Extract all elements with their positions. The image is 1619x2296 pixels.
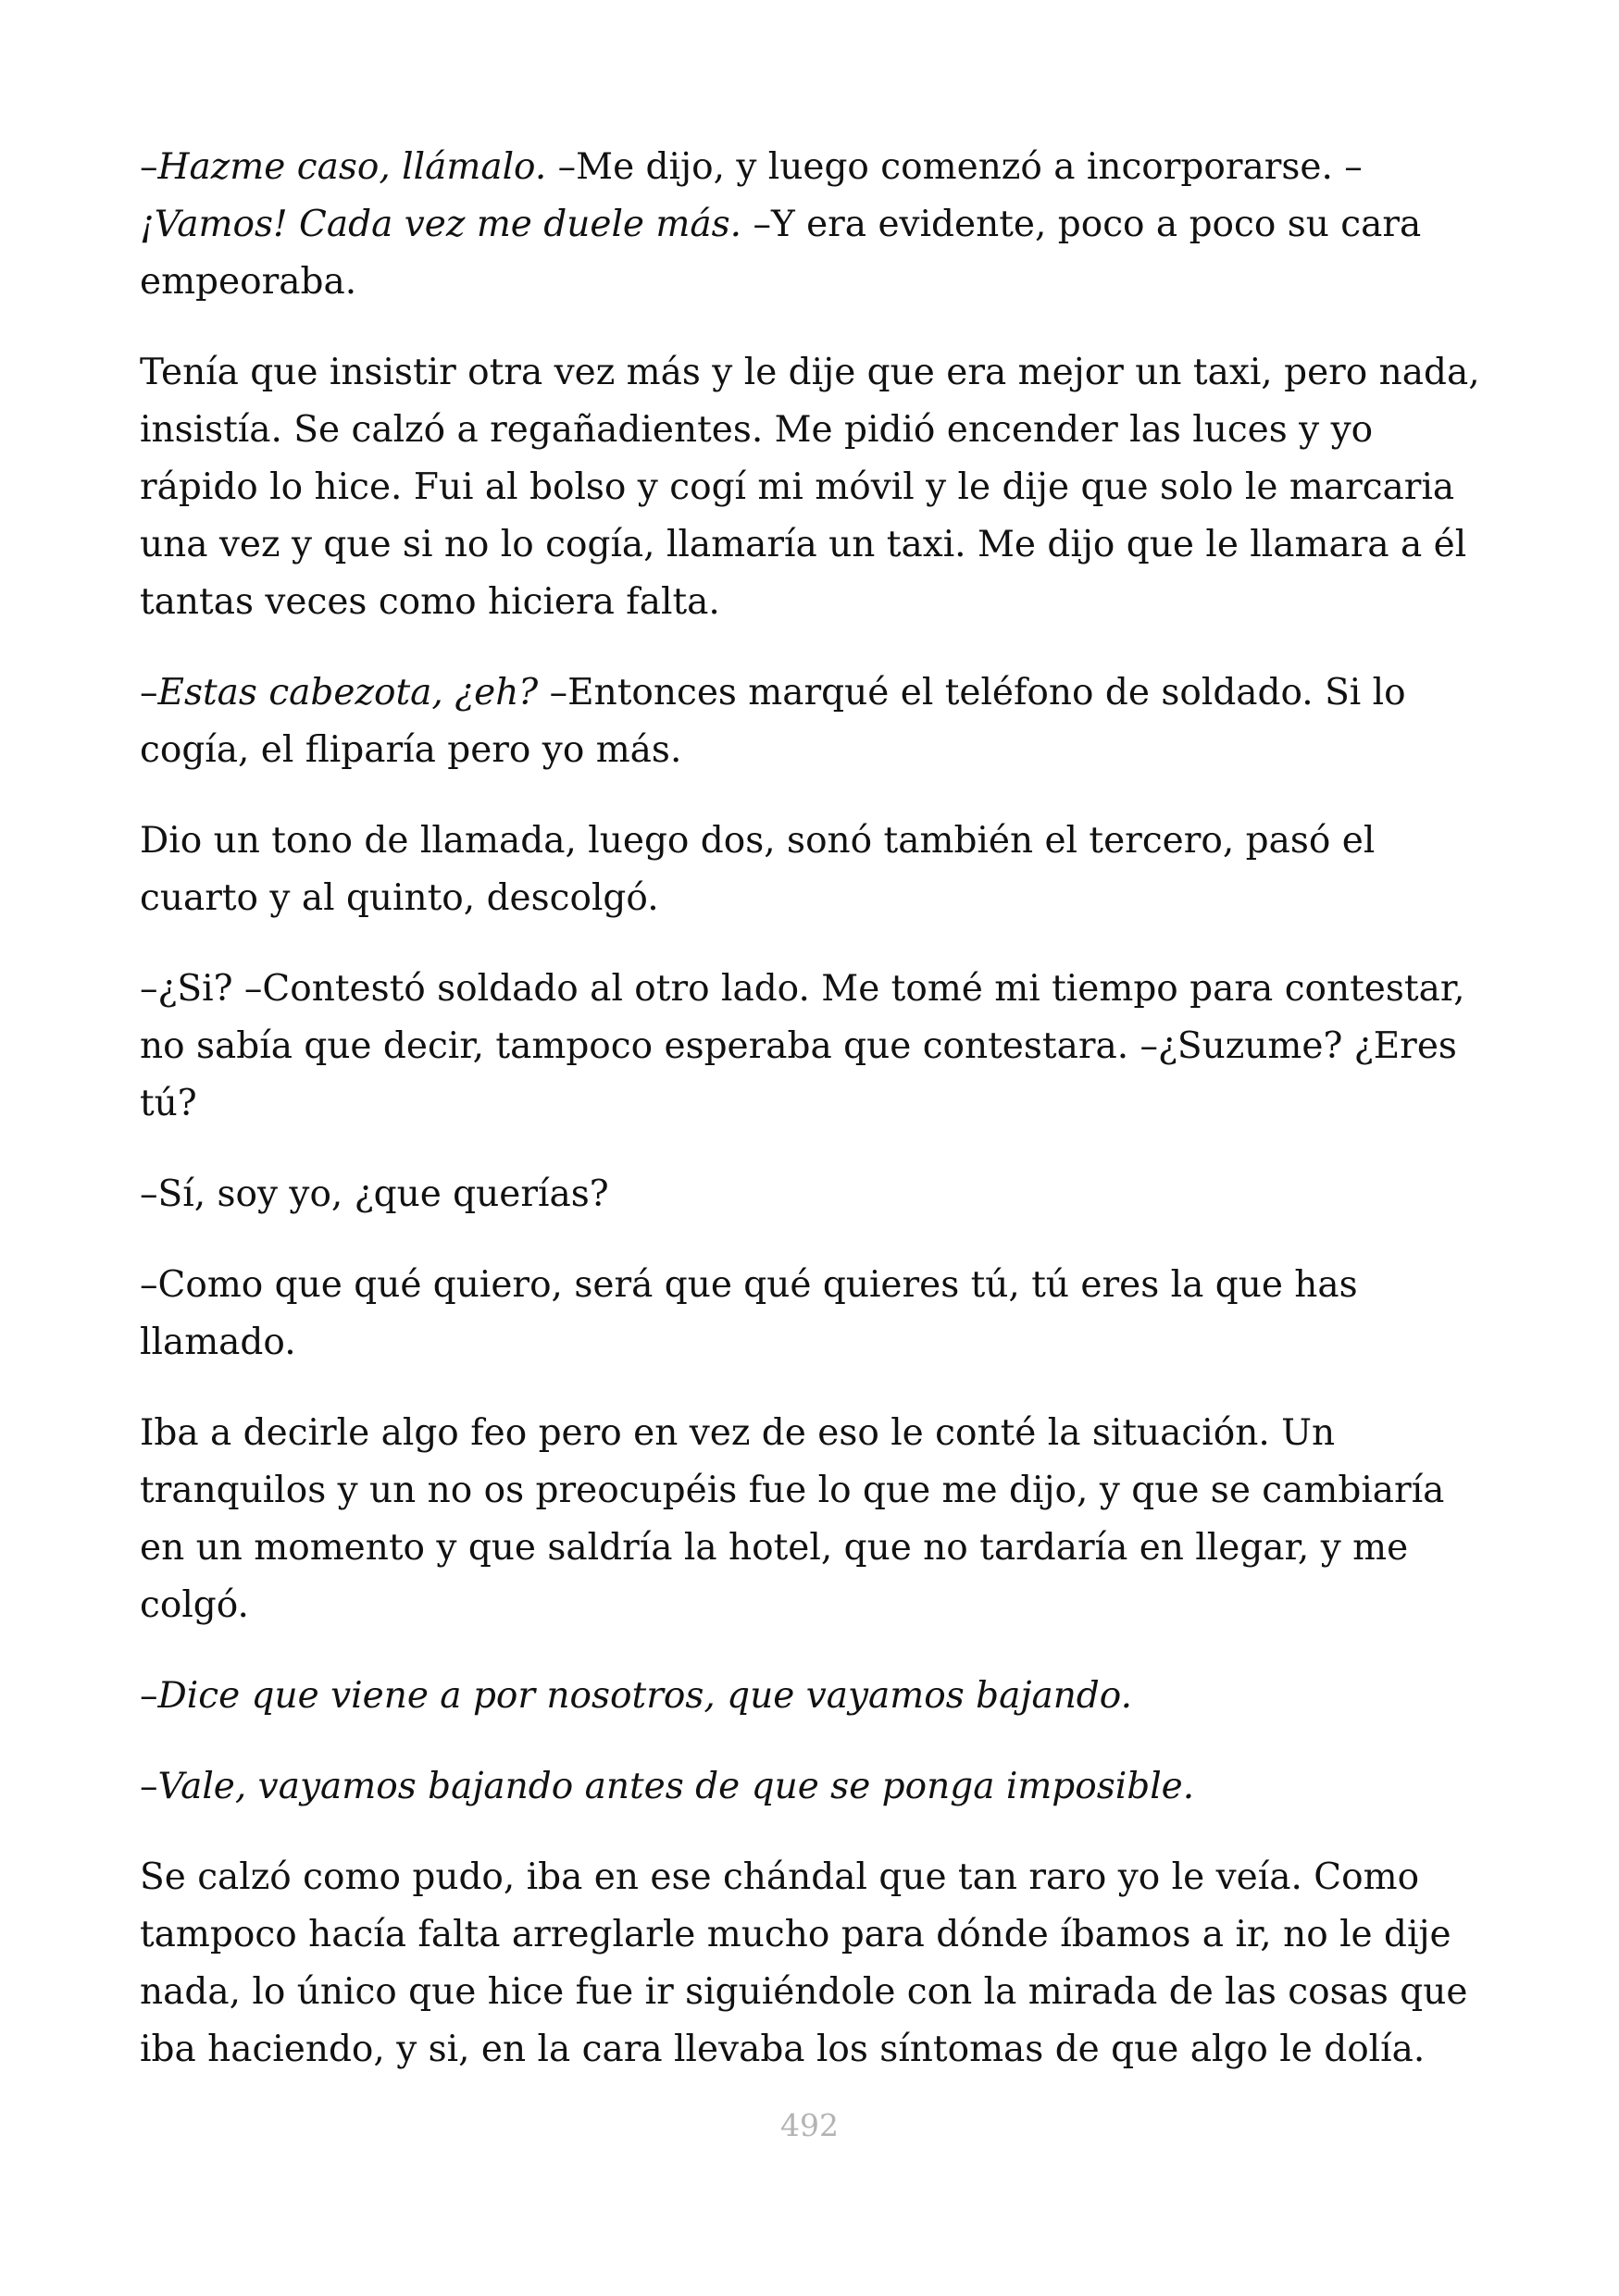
page-number: 492 <box>780 2107 839 2143</box>
paragraph <box>140 1405 1501 1634</box>
text-run: –¿Si? –Contestó soldado al otro lado. Me tomé mi tiempo para contestar, no sabía que decir, tampoco esperaba que contestara. –¿Suzume? ¿Eres tú? <box>140 968 1465 1124</box>
italic-text-run: Hazme caso, llámalo. <box>157 146 547 188</box>
text-run: Se calzó como pudo, iba en ese chándal que tan raro yo le veía. Como tampoco hacía falta arreglarle mucho para dónde íbamos a ir, no le dije nada, lo único que hice fue ir siguiéndole con la mirada de las cosas que iba haciendo, y si, en la cara llevaba los síntomas de que algo le dolía. <box>140 1856 1468 2070</box>
text-run: –Entonces marqué el teléfono de soldado. Si lo cogía, el fliparía pero yo más. <box>140 672 1406 771</box>
paragraph <box>140 139 1501 311</box>
italic-text-run: ¡Vamos! Cada vez me duele más. <box>140 204 742 245</box>
text-run: Dio un tono de llamada, luego dos, sonó también el tercero, pasó el cuarto y al quinto, descolgó. <box>140 820 1376 919</box>
paragraph <box>140 813 1501 927</box>
italic-text-run: Dice que viene a por nosotros, que vayamos bajando. <box>157 1675 1132 1717</box>
text-run: –Y era evidente, poco a poco su cara empeoraba. <box>140 204 1422 303</box>
text-run: Tenía que insistir otra vez más y le dije que era mejor un taxi, pero nada, insistía. Se calzó a regañadientes. Me pidió encender las luces y yo rápido lo hice. Fui al bolso y cogí mi móvil y le dije que solo le marcaria una vez y que si no lo cogía, llamaría un taxi. Me dijo que le llamara a él tantas veces como hiciera falta. <box>140 352 1480 623</box>
paragraph <box>140 1166 1501 1223</box>
text-run: Iba a decirle algo feo pero en vez de eso le conté la situación. Un tranquilos y un no os preocupéis fue lo que me dijo, y que se cambiaría en un momento y que saldría la hotel, que no tardaría en llegar, y me colgó. <box>140 1412 1445 1626</box>
body-text <box>140 139 1501 2079</box>
paragraph <box>140 961 1501 1133</box>
text-run: – <box>140 1675 158 1717</box>
paragraph <box>140 1668 1501 1725</box>
text-run: – <box>140 1766 158 1807</box>
paragraph <box>140 664 1501 779</box>
text-run: –Como que qué quiero, será que qué quieres tú, tú eres la que has llamado. <box>140 1264 1358 1363</box>
paragraph <box>140 1758 1501 1816</box>
paragraph <box>140 1849 1501 2079</box>
text-run: –Sí, soy yo, ¿que querías? <box>140 1173 609 1215</box>
text-run: – <box>140 672 158 714</box>
text-run: – <box>140 146 158 188</box>
paragraph <box>140 344 1501 631</box>
italic-text-run: Estas cabezota, ¿eh? <box>157 672 539 714</box>
italic-text-run: Vale, vayamos bajando antes de que se ponga imposible. <box>157 1766 1195 1807</box>
paragraph <box>140 1257 1501 1371</box>
text-run: –Me dijo, y luego comenzó a incorporarse. – <box>546 146 1363 188</box>
